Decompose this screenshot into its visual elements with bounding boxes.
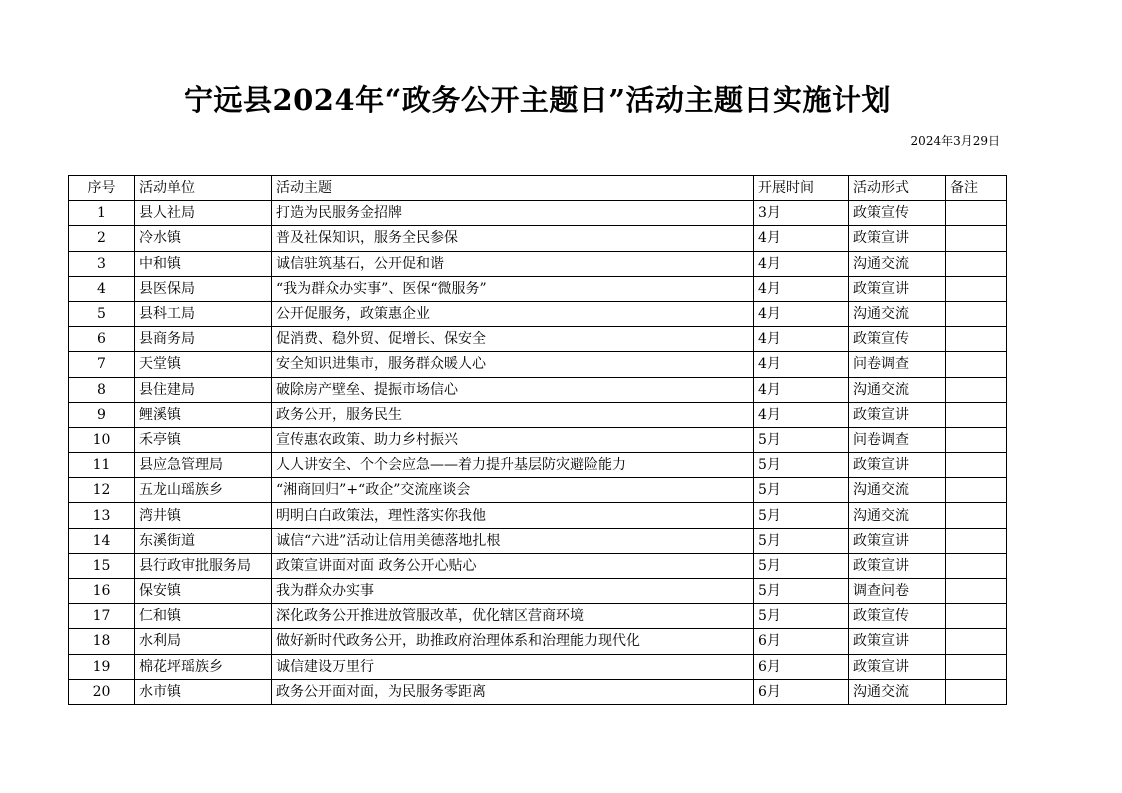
cell-form: 政策宣传 <box>849 201 946 226</box>
cell-form: 沟通交流 <box>849 377 946 402</box>
cell-unit: 仁和镇 <box>135 604 272 629</box>
cell-theme: 明明白白政策法，理性落实你我他 <box>272 503 754 528</box>
cell-time: 5月 <box>754 528 849 553</box>
cell-form: 政策宣讲 <box>849 276 946 301</box>
table-row <box>69 427 1007 452</box>
cell-remark <box>946 251 1007 276</box>
cell-unit: 中和镇 <box>135 251 272 276</box>
header-time: 开展时间 <box>754 176 849 201</box>
cell-time: 5月 <box>754 453 849 478</box>
cell-no: 17 <box>69 604 135 629</box>
cell-time: 6月 <box>754 679 849 704</box>
table-row <box>69 679 1007 704</box>
document-date: 2024年3月29日 <box>910 134 1000 148</box>
cell-theme: 打造为民服务金招牌 <box>272 201 754 226</box>
cell-theme: 深化政务公开推进放管服改革，优化辖区营商环境 <box>272 604 754 629</box>
cell-form: 政策宣讲 <box>849 629 946 654</box>
cell-unit: 冷水镇 <box>135 226 272 251</box>
cell-no: 18 <box>69 629 135 654</box>
cell-theme: 人人讲安全、个个会应急——着力提升基层防灾避险能力 <box>272 453 754 478</box>
header-unit: 活动单位 <box>135 176 272 201</box>
table-row <box>69 528 1007 553</box>
cell-time: 4月 <box>754 276 849 301</box>
cell-unit: 水利局 <box>135 629 272 654</box>
cell-no: 1 <box>69 201 135 226</box>
cell-unit: 禾亭镇 <box>135 427 272 452</box>
cell-time: 6月 <box>754 629 849 654</box>
header-remark: 备注 <box>946 176 1007 201</box>
cell-theme: 政务公开面对面，为民服务零距离 <box>272 679 754 704</box>
table-row <box>69 503 1007 528</box>
cell-time: 4月 <box>754 301 849 326</box>
cell-time: 4月 <box>754 352 849 377</box>
cell-unit: 水市镇 <box>135 679 272 704</box>
cell-unit: 鲤溪镇 <box>135 402 272 427</box>
table-row <box>69 629 1007 654</box>
cell-unit: 东溪街道 <box>135 528 272 553</box>
cell-theme: 普及社保知识，服务全民参保 <box>272 226 754 251</box>
cell-remark <box>946 604 1007 629</box>
cell-form: 沟通交流 <box>849 301 946 326</box>
cell-remark <box>946 579 1007 604</box>
cell-remark <box>946 528 1007 553</box>
cell-form: 调查问卷 <box>849 579 946 604</box>
cell-time: 4月 <box>754 402 849 427</box>
table-row <box>69 478 1007 503</box>
cell-remark <box>946 327 1007 352</box>
cell-time: 4月 <box>754 377 849 402</box>
cell-form: 政策宣讲 <box>849 226 946 251</box>
cell-no: 7 <box>69 352 135 377</box>
cell-remark <box>946 301 1007 326</box>
table-row <box>69 327 1007 352</box>
cell-unit: 县行政审批服务局 <box>135 553 272 578</box>
cell-no: 5 <box>69 301 135 326</box>
table-body <box>69 201 1007 705</box>
table-header-row <box>69 176 1007 201</box>
cell-unit: 县科工局 <box>135 301 272 326</box>
header-form: 活动形式 <box>849 176 946 201</box>
table-row <box>69 201 1007 226</box>
cell-unit: 县人社局 <box>135 201 272 226</box>
cell-remark <box>946 427 1007 452</box>
table-row <box>69 276 1007 301</box>
activity-plan-table <box>68 175 1007 705</box>
cell-form: 政策宣讲 <box>849 654 946 679</box>
cell-theme: 公开促服务，政策惠企业 <box>272 301 754 326</box>
cell-unit: 保安镇 <box>135 579 272 604</box>
cell-time: 5月 <box>754 478 849 503</box>
page-title: 宁远县2024年“政务公开主题日”活动主题日实施计划 <box>183 83 892 117</box>
cell-unit: 县住建局 <box>135 377 272 402</box>
cell-theme: “湘商回归”+“政企”交流座谈会 <box>272 478 754 503</box>
cell-remark <box>946 226 1007 251</box>
cell-form: 问卷调查 <box>849 352 946 377</box>
cell-no: 2 <box>69 226 135 251</box>
cell-unit: 五龙山瑶族乡 <box>135 478 272 503</box>
table-row <box>69 654 1007 679</box>
cell-form: 沟通交流 <box>849 679 946 704</box>
cell-no: 20 <box>69 679 135 704</box>
cell-form: 政策宣传 <box>849 327 946 352</box>
cell-no: 14 <box>69 528 135 553</box>
cell-theme: 做好新时代政务公开，助推政府治理体系和治理能力现代化 <box>272 629 754 654</box>
cell-no: 4 <box>69 276 135 301</box>
cell-form: 问卷调查 <box>849 427 946 452</box>
header-no: 序号 <box>69 176 135 201</box>
cell-no: 19 <box>69 654 135 679</box>
cell-theme: 破除房产壁垒、提振市场信心 <box>272 377 754 402</box>
cell-unit: 县商务局 <box>135 327 272 352</box>
cell-time: 6月 <box>754 654 849 679</box>
cell-form: 政策宣讲 <box>849 553 946 578</box>
cell-unit: 天堂镇 <box>135 352 272 377</box>
cell-time: 4月 <box>754 327 849 352</box>
table-row <box>69 604 1007 629</box>
cell-time: 5月 <box>754 503 849 528</box>
cell-remark <box>946 276 1007 301</box>
cell-remark <box>946 553 1007 578</box>
cell-time: 5月 <box>754 553 849 578</box>
cell-form: 政策宣传 <box>849 604 946 629</box>
cell-form: 政策宣讲 <box>849 453 946 478</box>
cell-no: 15 <box>69 553 135 578</box>
cell-no: 9 <box>69 402 135 427</box>
cell-remark <box>946 503 1007 528</box>
cell-form: 沟通交流 <box>849 251 946 276</box>
table-row <box>69 579 1007 604</box>
header-theme: 活动主题 <box>272 176 754 201</box>
table-row <box>69 352 1007 377</box>
cell-remark <box>946 654 1007 679</box>
cell-time: 4月 <box>754 226 849 251</box>
cell-form: 政策宣讲 <box>849 402 946 427</box>
cell-theme: 宣传惠农政策、助力乡村振兴 <box>272 427 754 452</box>
cell-unit: 湾井镇 <box>135 503 272 528</box>
cell-unit: 县应急管理局 <box>135 453 272 478</box>
cell-remark <box>946 629 1007 654</box>
cell-remark <box>946 201 1007 226</box>
cell-no: 10 <box>69 427 135 452</box>
cell-time: 5月 <box>754 427 849 452</box>
cell-remark <box>946 377 1007 402</box>
cell-no: 8 <box>69 377 135 402</box>
cell-remark <box>946 453 1007 478</box>
cell-no: 16 <box>69 579 135 604</box>
cell-theme: 促消费、稳外贸、促增长、保安全 <box>272 327 754 352</box>
cell-form: 沟通交流 <box>849 478 946 503</box>
table-row <box>69 301 1007 326</box>
cell-time: 4月 <box>754 251 849 276</box>
cell-no: 12 <box>69 478 135 503</box>
cell-time: 5月 <box>754 604 849 629</box>
cell-theme: 诚信建设万里行 <box>272 654 754 679</box>
cell-theme: 政策宣讲面对面 政务公开心贴心 <box>272 553 754 578</box>
table-row <box>69 453 1007 478</box>
cell-theme: 我为群众办实事 <box>272 579 754 604</box>
cell-no: 6 <box>69 327 135 352</box>
cell-theme: 政务公开，服务民生 <box>272 402 754 427</box>
cell-no: 11 <box>69 453 135 478</box>
cell-no: 13 <box>69 503 135 528</box>
cell-remark <box>946 478 1007 503</box>
cell-unit: 棉花坪瑶族乡 <box>135 654 272 679</box>
table-row <box>69 251 1007 276</box>
cell-theme: 诚信“六进”活动让信用美德落地扎根 <box>272 528 754 553</box>
cell-form: 沟通交流 <box>849 503 946 528</box>
cell-theme: “我为群众办实事”、医保“微服务” <box>272 276 754 301</box>
table-row <box>69 377 1007 402</box>
cell-no: 3 <box>69 251 135 276</box>
cell-time: 5月 <box>754 579 849 604</box>
cell-remark <box>946 352 1007 377</box>
cell-remark <box>946 679 1007 704</box>
table-row <box>69 226 1007 251</box>
cell-unit: 县医保局 <box>135 276 272 301</box>
cell-theme: 安全知识进集市，服务群众暖人心 <box>272 352 754 377</box>
cell-form: 政策宣讲 <box>849 528 946 553</box>
table-row <box>69 402 1007 427</box>
table-row <box>69 553 1007 578</box>
cell-theme: 诚信驻筑基石，公开促和谐 <box>272 251 754 276</box>
cell-time: 3月 <box>754 201 849 226</box>
cell-remark <box>946 402 1007 427</box>
